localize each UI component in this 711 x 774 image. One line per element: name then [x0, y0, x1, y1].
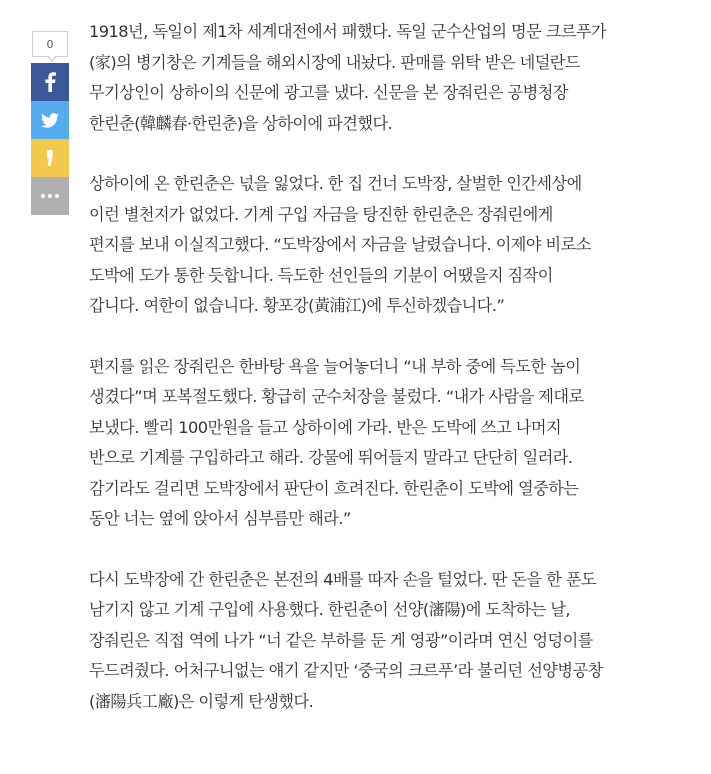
more-dots-icon	[41, 194, 59, 198]
text-line: 남기지 않고 기계 구입에 사용했다. 한린춘이 선양(瀋陽)에 도착하는 날,	[89, 600, 571, 619]
kakaostory-icon	[45, 149, 55, 167]
text-line: 편지를 보내 이실직고했다. “도박장에서 자금을 날렸습니다. 이제야 비로소	[89, 235, 591, 254]
text-line: (瀋陽兵工廠)은 이렇게 탄생했다.	[89, 691, 314, 711]
share-bar	[31, 31, 69, 215]
text-line: 장줘린은 직접 역에 나가 “너 같은 부하를 둔 게 영광”이라며 연신 엉덩이를	[89, 630, 593, 650]
text-line: 보냈다. 빨리 100만원을 들고 상하이에 가라. 반은 도박에 쓰고 나머지	[89, 417, 562, 437]
text-line: 다시 도박장에 간 한린춘은 본전의 4배를 따자 손을 털었다. 딴 돈을 한 푼도	[89, 569, 597, 589]
text-line: 편지를 읽은 장줘린은 한바탕 욕을 늘어놓더니 “내 부하 중에 득도한 놈이	[89, 356, 581, 376]
text-line: 동안 너는 옆에 앉아서 심부름만 해라.”	[89, 509, 351, 528]
paragraph	[89, 17, 689, 139]
text-line: 갑니다. 여한이 없습니다. 황포강(黃浦江)에 투신하겠습니다.”	[89, 296, 505, 315]
text-line: 이런 별천지가 없었다. 기계 구입 자금을 탕진한 한린춘은 장줘린에게	[89, 204, 553, 224]
text-line: 무기상인이 상하이의 신문에 광고를 냈다. 신문을 본 장줘린은 공병청장	[89, 83, 568, 102]
text-line: 1918년, 독일이 제1차 세계대전에서 패했다. 독일 군수산업의 명문 크르푸가	[89, 22, 607, 41]
paragraph	[89, 169, 689, 322]
paragraph	[89, 352, 689, 535]
text-line: 상하이에 온 한린춘은 넋을 잃었다. 한 집 건너 도박장, 살벌한 인간세상에	[89, 174, 582, 193]
twitter-icon	[41, 113, 59, 128]
more-share-button[interactable]	[31, 177, 69, 215]
share-count: 0	[32, 31, 68, 57]
text-line: (家)의 병기창은 기계들을 해외시장에 내놨다. 판매를 위탁 받은 네덜란드	[89, 52, 580, 72]
twitter-share-button[interactable]	[31, 101, 69, 139]
text-line: 반으로 기계를 구입하라고 해라. 강물에 뛰어들지 말라고 단단히 일러라.	[89, 448, 573, 467]
paragraph	[89, 565, 689, 718]
facebook-share-button[interactable]	[31, 63, 69, 101]
text-line: 한린춘(韓麟春·한린춘)을 상하이에 파견했다.	[89, 113, 393, 133]
text-line: 감기라도 걸리면 도박장에서 판단이 흐려진다. 한린춘이 도박에 열중하는	[89, 478, 579, 498]
kakaostory-share-button[interactable]	[31, 139, 69, 177]
facebook-icon	[44, 72, 56, 92]
text-line: 두드려줬다. 어처구니없는 얘기 같지만 ‘중국의 크르푸’라 불리던 선양병공창	[89, 661, 603, 680]
text-line: 생겼다”며 포복절도했다. 황급히 군수처장을 불렀다. “내가 사람을 제대로	[89, 387, 584, 406]
article-body	[89, 17, 689, 747]
text-line: 도박에 도가 통한 듯합니다. 득도한 선인들의 기분이 어땠을지 짐작이	[89, 265, 553, 285]
